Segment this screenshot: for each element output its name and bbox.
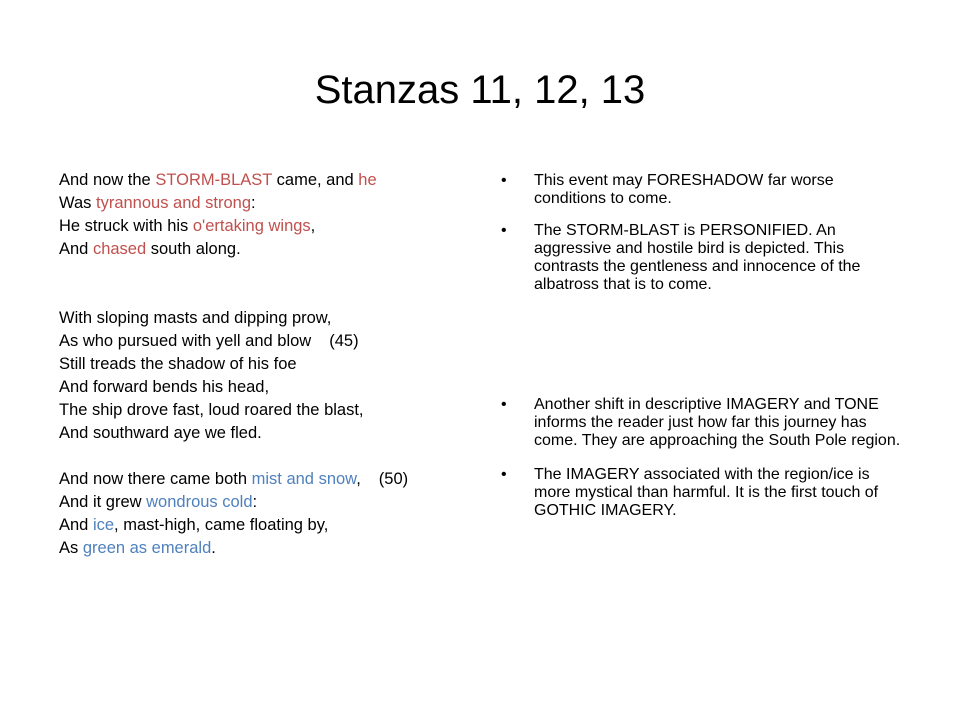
poem-line (59, 330, 469, 353)
poem-text-segment: And southward aye we fled. (59, 424, 262, 442)
poem-text-segment: south along. (146, 240, 241, 258)
poem-line (59, 215, 469, 238)
poem-line (59, 307, 469, 330)
highlighted-phrase: he (358, 171, 377, 189)
poem-text-segment: , (356, 470, 361, 488)
poem-line (59, 537, 469, 560)
highlighted-phrase: tyrannous and strong (95, 194, 252, 212)
highlighted-phrase: STORM-BLAST (155, 171, 273, 189)
poem-text-segment: And forward bends his head, (59, 378, 270, 396)
poem-text-segment: And (59, 516, 93, 534)
poem-text-segment: : (252, 493, 258, 511)
poem-line (59, 399, 469, 422)
analysis-bullet: • The STORM-BLAST is PERSONIFIED. An aggressive and hostile bird is depicted. This contrasts the gentleness and innocence of the albatross that is to come. (497, 222, 902, 294)
poem-text-segment: And now the (59, 171, 156, 189)
highlighted-phrase: green as emerald (82, 539, 212, 557)
poem-line (59, 422, 469, 445)
poem-text-segment: He struck with his (59, 217, 193, 235)
poem-line (59, 514, 469, 537)
poem-text-segment: Still treads the shadow of his foe (59, 355, 297, 373)
analysis-bullet: • Another shift in descriptive IMAGERY and TONE informs the reader just how far this journey has come. They are approaching the South Pole region. (497, 396, 902, 450)
poem-line (59, 169, 469, 192)
analysis-bullet: • The IMAGERY associated with the region/ice is more mystical than harmful. It is the first touch of GOTHIC IMAGERY. (497, 466, 902, 520)
poem-line (59, 491, 469, 514)
poem-text-segment: As who pursued with yell and blow (59, 332, 312, 350)
highlighted-phrase: wondrous cold (146, 493, 253, 511)
poem-text-segment: . (211, 539, 216, 557)
poem-text-segment: The ship drove fast, loud roared the blast, (59, 401, 364, 419)
poem-line (59, 376, 469, 399)
line-number: (45) (329, 332, 359, 350)
poem-text-segment: Was (59, 194, 96, 212)
highlighted-phrase: mist and snow (251, 470, 357, 488)
poem-stanza (59, 307, 469, 445)
poem-text-segment: came, and (272, 171, 359, 189)
poem-text-segment: As (59, 539, 83, 557)
poem-text-segment: And now there came both (59, 470, 252, 488)
poem-text (59, 169, 469, 560)
poem-text-segment: With sloping masts and dipping prow, (59, 309, 332, 327)
poem-line (59, 468, 469, 491)
highlighted-phrase: chased (92, 240, 147, 258)
analysis-notes (497, 172, 902, 520)
slide-title: Stanzas 11, 12, 13 (314, 68, 646, 112)
poem-text-segment: And (59, 240, 93, 258)
poem-stanza (59, 468, 469, 560)
poem-text-segment: And it grew (59, 493, 147, 511)
poem-line (59, 238, 469, 261)
poem-line (59, 353, 469, 376)
poem-line (59, 192, 469, 215)
line-number: (50) (378, 470, 409, 488)
poem-stanza (59, 169, 469, 261)
analysis-bullet: • This event may FORESHADOW far worse conditions to come. (497, 172, 902, 208)
poem-text-segment: : (251, 194, 256, 212)
poem-text-segment: , mast-high, came floating by, (114, 516, 329, 534)
highlighted-phrase: o'ertaking wings (192, 217, 311, 235)
poem-text-segment: , (310, 217, 316, 235)
highlighted-phrase: ice (92, 516, 115, 534)
